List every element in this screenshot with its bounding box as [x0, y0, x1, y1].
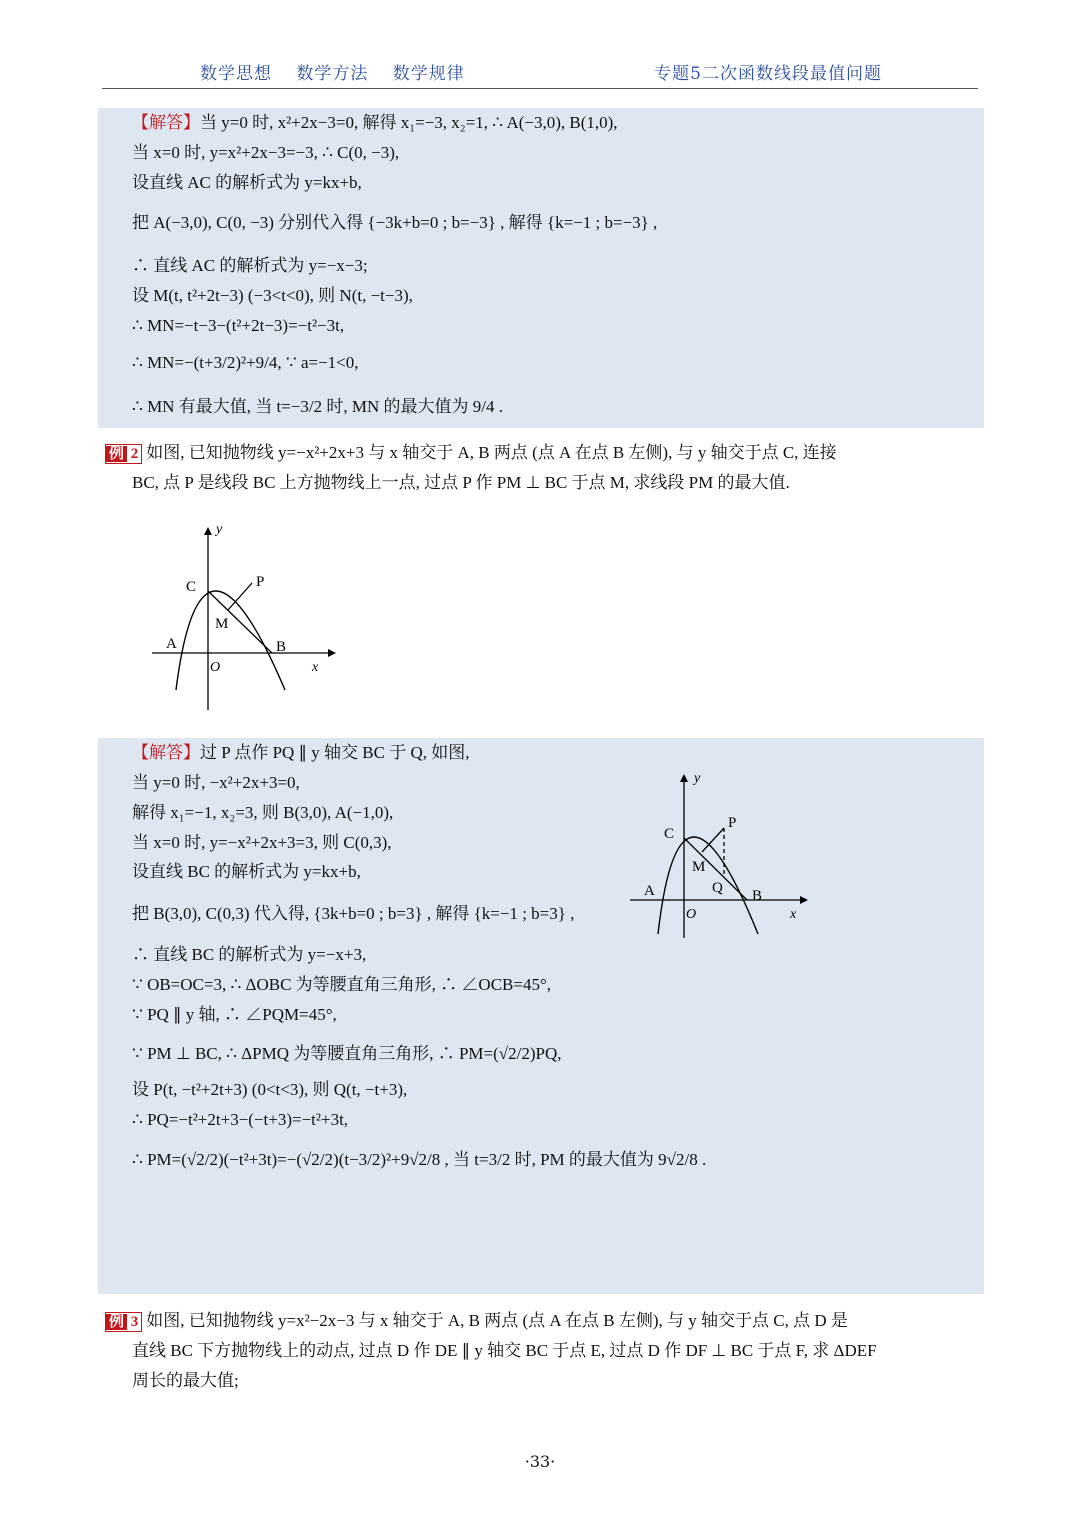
solution2-line: ∵ PQ ∥ y 轴, ∴ ∠PQM=45°, — [132, 1005, 337, 1024]
solution2-line: 设 P(t, −t²+2t+3) (0<t<3), 则 Q(t, −t+3), — [132, 1080, 408, 1099]
solution1-line: 当 x=0 时, y=x²+2x−3=−3, ∴ C(0, −3), — [132, 143, 400, 162]
example-3-heading — [105, 1310, 848, 1332]
solution2-line: 【解答】过 P 点作 PQ ∥ y 轴交 BC 于 Q, 如图, — [132, 743, 470, 762]
solution2-line: 解得 x₁=−1, x₂=3, 则 B(3,0), A(−1,0), — [132, 803, 394, 822]
parabola-curve — [658, 837, 758, 934]
solution1-line: 设直线 AC 的解析式为 y=kx+b, — [132, 173, 362, 192]
header-left: 数学思想 数学方法 数学规律 — [200, 64, 465, 84]
solution-tag: 【解答】 — [132, 743, 200, 762]
label-a: A — [644, 883, 655, 899]
label-o: O — [210, 660, 221, 675]
label-b: B — [752, 888, 763, 904]
label-y: y — [216, 522, 223, 537]
example-badge: 例 3 — [105, 1312, 142, 1332]
label-x: x — [312, 660, 319, 675]
solution1-line: ∴ 直线 AC 的解析式为 y=−x−3; — [132, 256, 368, 275]
label-o: O — [686, 907, 697, 922]
solution1-line: ∴ MN=−(t+3/2)²+9/4, ∵ a=−1<0, — [132, 353, 359, 372]
solution1-line: ∴ MN 有最大值, 当 t=−3/2 时, MN 的最大值为 9/4 . — [132, 397, 503, 416]
solution1-line: ∴ MN=−t−3−(t²+2t−3)=−t²−3t, — [132, 316, 345, 335]
label-m: M — [692, 859, 706, 875]
label-a: A — [166, 636, 177, 652]
example3-text: 周长的最大值; — [132, 1371, 239, 1390]
solution1-line: 设 M(t, t²+2t−3) (−3<t<0), 则 N(t, −t−3), — [132, 286, 413, 305]
label-q: Q — [712, 880, 723, 896]
label-p: P — [728, 815, 737, 831]
solution2-line: 设直线 BC 的解析式为 y=kx+b, — [132, 862, 361, 881]
label-c: C — [664, 826, 675, 842]
figure-parabola-2 — [620, 768, 820, 940]
parabola-curve — [176, 591, 285, 690]
solution2-line: 当 y=0 时, −x²+2x+3=0, — [132, 773, 300, 792]
solution-tag: 【解答】 — [132, 113, 200, 132]
solution2-line: ∵ OB=OC=3, ∴ ΔOBC 为等腰直角三角形, ∴ ∠OCB=45°, — [132, 975, 552, 994]
example3-text: 直线 BC 下方抛物线上的动点, 过点 D 作 DE ∥ y 轴交 BC 于点 E, 过点 D 作 DF ⊥ BC 于点 F, 求 ΔDEF — [132, 1341, 877, 1360]
solution2-line: ∴ 直线 BC 的解析式为 y=−x+3, — [132, 945, 367, 964]
page-header — [102, 56, 978, 89]
example2-text: BC, 点 P 是线段 BC 上方抛物线上一点, 过点 P 作 PM ⊥ BC 于点 M, 求线段 PM 的最大值. — [132, 473, 790, 492]
example-2-heading — [105, 442, 837, 464]
solution1-line: 【解答】当 y=0 时, x²+2x−3=0, 解得 x₁=−3, x₂=1, ∴ A(−3,0), B(1,0), — [132, 113, 618, 132]
example-badge: 例 2 — [105, 444, 142, 464]
label-m: M — [215, 616, 229, 632]
label-y: y — [694, 771, 701, 786]
solution2-line: ∴ PQ=−t²+2t+3−(−t+3)=−t²+3t, — [132, 1110, 349, 1129]
x-axis-arrow — [328, 649, 336, 657]
y-axis-arrow — [204, 527, 212, 535]
example3-text: 如图, 已知抛物线 y=x²−2x−3 与 x 轴交于 A, B 两点 (点 A 在点 B 左侧), 与 y 轴交于点 C, 点 D 是 — [146, 1311, 848, 1330]
figure-parabola-1 — [140, 515, 340, 715]
header-title: 专题5二次函数线段最值问题 — [654, 64, 882, 84]
label-b: B — [276, 639, 287, 655]
solution2-line: ∵ PM ⊥ BC, ∴ ΔPMQ 为等腰直角三角形, ∴ PM=(√2/2)PQ, — [132, 1044, 562, 1063]
solution2-line: 当 x=0 时, y=−x²+2x+3=3, 则 C(0,3), — [132, 833, 392, 852]
example2-text: 如图, 已知抛物线 y=−x²+2x+3 与 x 轴交于 A, B 两点 (点 A 在点 B 左侧), 与 y 轴交于点 C, 连接 — [146, 443, 837, 462]
solution2-line: ∴ PM=(√2/2)(−t²+3t)=−(√2/2)(t−3/2)²+9√2/8 , 当 t=3/2 时, PM 的最大值为 9√2/8 . — [132, 1150, 707, 1169]
label-c: C — [186, 579, 197, 595]
label-x: x — [790, 907, 797, 922]
y-axis-arrow — [680, 774, 688, 782]
solution2-line: 把 B(3,0), C(0,3) 代入得, {3k+b=0 ; b=3} , 解得 {k=−1 ; b=3} , — [132, 904, 575, 923]
page-number: ·33· — [524, 1452, 556, 1471]
label-p: P — [256, 574, 265, 590]
solution1-line: 把 A(−3,0), C(0, −3) 分别代入得 {−3k+b=0 ; b=−3} , 解得 {k=−1 ; b=−3} , — [132, 213, 658, 232]
x-axis-arrow — [800, 896, 808, 904]
